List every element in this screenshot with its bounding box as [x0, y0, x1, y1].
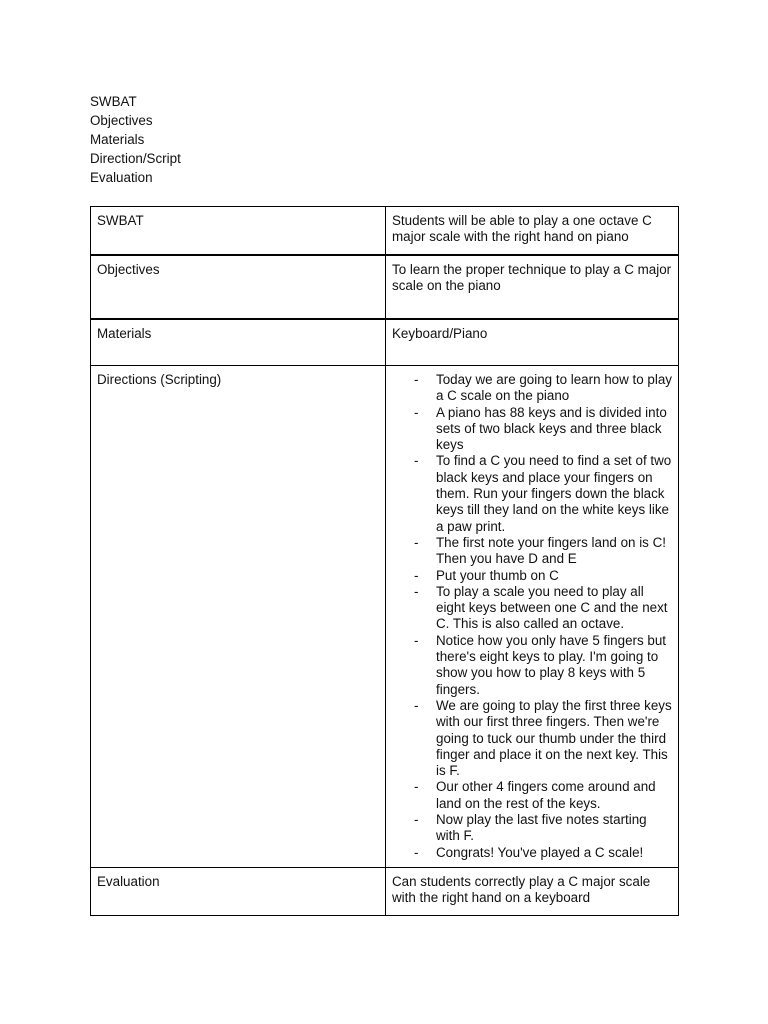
- outline-item-swbat: SWBAT: [90, 94, 137, 109]
- table-row-objectives: [91, 255, 679, 319]
- materials-value-cell: Keyboard/Piano: [386, 319, 679, 366]
- directions-steps-list: [392, 372, 672, 861]
- step-item: - The first note your fingers land on is C! Then you have D and E: [436, 535, 672, 568]
- outline-item-direction-script: Direction/Script: [90, 151, 181, 166]
- step-item: - Now play the last five notes starting with F.: [436, 812, 672, 845]
- objectives-label-cell: Objectives: [91, 255, 386, 319]
- outline-item-materials: Materials: [90, 132, 145, 147]
- step-item: - Our other 4 fingers come around and land on the rest of the keys.: [436, 779, 672, 812]
- table-row-swbat: [91, 207, 679, 256]
- evaluation-label-cell: Evaluation: [91, 867, 386, 915]
- evaluation-value-cell: Can students correctly play a C major scale with the right hand on a keyboard: [386, 867, 679, 915]
- step-item: - To find a C you need to find a set of two black keys and place your fingers on them. Run your fingers down the black keys till they land on the white keys like a paw print.: [436, 453, 672, 534]
- step-item: - To play a scale you need to play all eight keys between one C and the next C. This is also called an octave.: [436, 584, 672, 633]
- table-row-evaluation: [91, 867, 679, 915]
- step-item: - Today we are going to learn how to play a C scale on the piano: [436, 372, 672, 405]
- outline-item-objectives: Objectives: [90, 113, 153, 128]
- directions-steps-cell: [386, 366, 679, 868]
- lesson-plan-table: [90, 206, 679, 916]
- outline-list: [90, 92, 181, 187]
- step-item: - Congrats! You've played a C scale!: [436, 845, 672, 861]
- step-item: - Notice how you only have 5 fingers but there's eight keys to play. I'm going to show you how to play 8 keys with 5 fingers.: [436, 633, 672, 698]
- swbat-value-cell: Students will be able to play a one octave C major scale with the right hand on piano: [386, 207, 679, 256]
- swbat-label-cell: SWBAT: [91, 207, 386, 256]
- step-item: - We are going to play the first three keys with our first three fingers. Then we're going to tuck our thumb under the third finger and place it on the next key. This is F.: [436, 698, 672, 779]
- materials-label-cell: Materials: [91, 319, 386, 366]
- step-item: - A piano has 88 keys and is divided into sets of two black keys and three black keys: [436, 405, 672, 454]
- objectives-value-cell: To learn the proper technique to play a C major scale on the piano: [386, 255, 679, 319]
- directions-label-cell: Directions (Scripting): [91, 366, 386, 868]
- table-row-materials: [91, 319, 679, 366]
- step-item: - Put your thumb on C: [436, 568, 672, 584]
- outline-item-evaluation: Evaluation: [90, 170, 153, 185]
- table-row-directions: [91, 366, 679, 868]
